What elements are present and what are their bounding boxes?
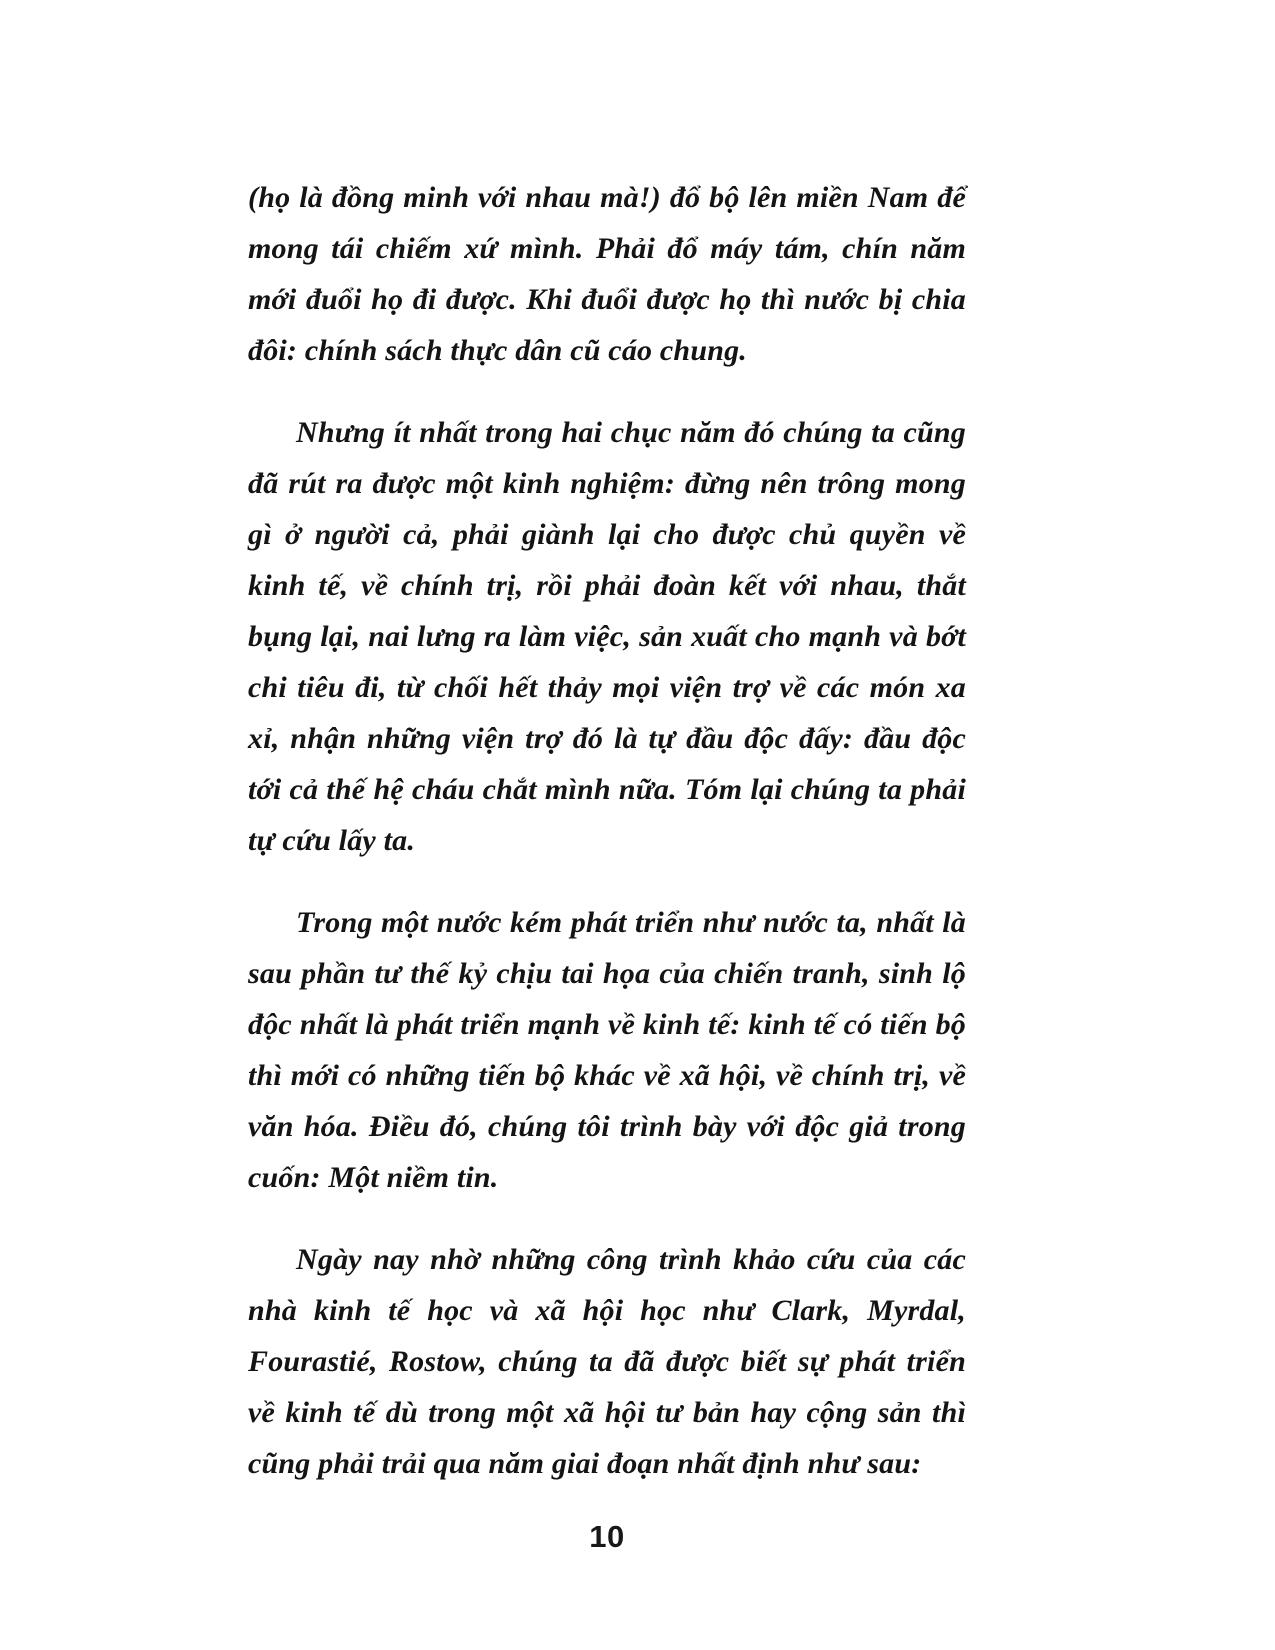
paragraph-3: Trong một nước kém phát triển như nước ta, nhất là sau phần tư thế kỷ chịu tai họa của chiến tranh, sinh lộ độc nhất là phát triển mạnh về kinh tế: kinh tế có tiến bộ thì mới có những tiến bộ khác về xã hội, về chính trị, về văn hóa. Điều đó, chúng tôi trình bày với độc giả trong cuốn: Một niềm tin. — [248, 906, 966, 1194]
paragraph-4: Ngày nay nhờ những công trình khảo cứu của các nhà kinh tế học và xã hội học như Clark, Myrdal, Fourastié, Rostow, chúng ta đã được biết sự phát triển về kinh tế dù trong một xã hội tư bản hay cộng sản thì cũng phải trải qua năm giai đoạn nhất định như sau: — [248, 1243, 966, 1480]
body-text — [248, 172, 966, 1520]
paragraph-1: (họ là đồng minh với nhau mà!) đổ bộ lên miền Nam để mong tái chiếm xứ mình. Phải đổ máy tám, chín năm mới đuổi họ đi được. Khi đuổi được họ thì nước bị chia đôi: chính sách thực dân cũ cáo chung. — [248, 181, 966, 367]
paragraph-2: Nhưng ít nhất trong hai chục năm đó chúng ta cũng đã rút ra được một kinh nghiệm: đừng nên trông mong gì ở người cả, phải giành lại cho được chủ quyền về kinh tế, về chính trị, rồi phải đoàn kết với nhau, thắt bụng lại, nai lưng ra làm việc, sản xuất cho mạnh và bớt chi tiêu đi, từ chối hết thảy mọi viện trợ về các món xa xỉ, nhận những viện trợ đó là tự đầu độc đấy: đầu độc tới cả thế hệ cháu chắt mình nữa. Tóm lại chúng ta phải tự cứu lấy ta. — [248, 416, 966, 857]
page-number: 10 — [589, 1519, 625, 1554]
